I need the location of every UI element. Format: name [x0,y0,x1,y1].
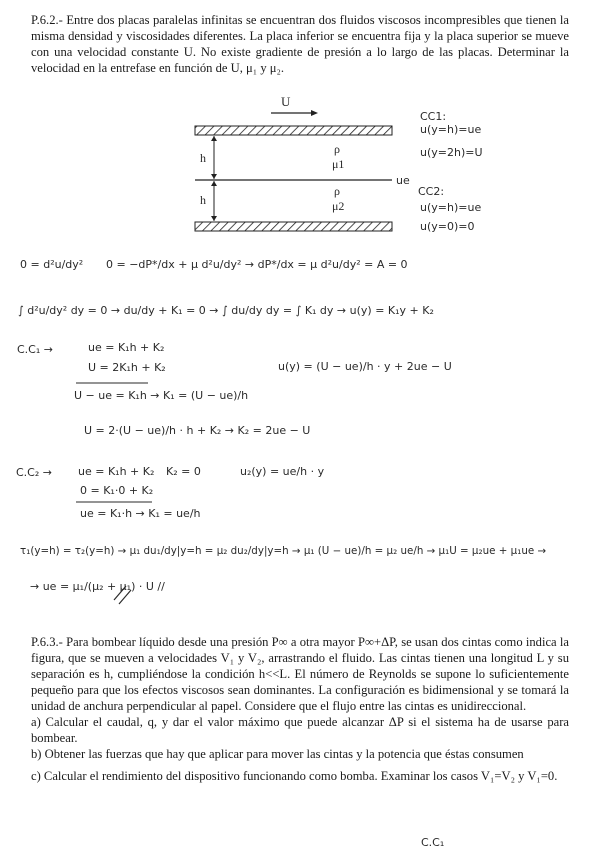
cc1-title: CC1: [420,110,447,123]
rho-top-label: ρ [334,142,340,156]
h-top-label: h [200,151,206,165]
problem-6-3-part-a: a) Calcular el caudal, q, y dar el valor máximo que puede alcanzar ΔP si el sistema ha de usarse para bombear. [31,715,569,745]
cc2-heading: C.C₂ → [16,466,52,479]
cc1-line-1: ue = K₁h + K₂ [88,341,165,354]
rho-bottom-label: ρ [334,184,340,198]
problem-6-3-statement [31,634,569,784]
problem-6-3-text: P.6.3.- Para bombear líquido desde una presión P∞ a otra mayor P∞+ΔP, se usan dos cintas como indica la figura, que se mueven a velocidades V₁ y V₂, arrastrando el fluido. Las cintas tienen una longitud L y su separación es h, cumpliéndose la condición h<<L. El número de Reynolds se supone lo suficientemente pequeño para que los efectos viscosos sean dominantes. La configuración es bidimensional y se tomará la unidad de anchura perpendicular al papel. Considere que el flujo entre las cintas es unidireccional. [31,635,569,713]
problem-6-2-text: P.6.2.- Entre dos placas paralelas infinitas se encuentran dos fluidos viscosos incompresibles que tienen la misma densidad y viscosidades diferentes. La placa inferior se encuentra fija y la placa superior se mueve con una velocidad constante U. No existe gradiente de presión a lo largo de las placas. Determinar la velocidad en la entrefase en función de U, μ₁ y μ₂. [31,13,569,75]
cc2-title: CC2: [418,185,445,198]
cc1-condition-b: u(y=2h)=U [420,146,483,159]
interface-velocity-label: ue [396,174,410,187]
cc2-condition-a: u(y=h)=ue [420,201,482,214]
cc2-condition-b: u(y=0)=0 [420,220,475,233]
integration-steps: ∫ d²u/dy² dy = 0 → du/dy + K₁ = 0 → ∫ du/dy dy = ∫ K₁ dy → u(y) = K₁y + K₂ [18,304,434,317]
problem-6-3-part-b: b) Obtener las fuerzas que hay que aplicar para mover las cintas y la potencia que éstas consumen [31,747,524,761]
h-bottom-label: h [200,193,206,207]
cc2-velocity-profile: u₂(y) = ue/h · y [240,465,325,478]
shear-continuity: τ₁(y=h) = τ₂(y=h) → μ₁ du₁/dy|y=h = μ₂ du₂/dy|y=h → μ₁ (U − ue)/h = μ₂ ue/h → μ₁U = μ₂ue + μ₁ue → [20,545,547,557]
cc1-line-3: U − ue = K₁h → K₁ = (U − ue)/h [74,389,249,402]
cc2-line-2: 0 = K₁·0 + K₂ [80,484,154,497]
mu-bottom-label: μ2 [332,199,345,213]
corner-cc1-mark: C.C₁ [421,836,445,849]
problem-6-3-part-c: c) Calcular el rendimiento del dispositivo funcionando como bomba. Examinar los casos V₁=V₂ y V₁=0. [31,769,558,783]
cc2-line-1: ue = K₁h + K₂ [78,465,155,478]
cc1-line-2: U = 2K₁h + K₂ [88,361,166,374]
interface-velocity-result: → ue = μ₁/(μ₂ + μ₁) · U // [30,580,165,593]
cc2-k2-zero: K₂ = 0 [166,465,201,478]
cc2-line-3: ue = K₁·h → K₁ = ue/h [80,507,201,520]
navier-stokes-simplified: 0 = d²u/dy² [20,258,84,271]
cc1-line-4: U = 2·(U − ue)/h · h + K₂ → K₂ = 2ue − U [84,424,311,437]
mu-top-label: μ1 [332,157,345,171]
velocity-label: U [281,94,291,109]
cc1-condition-a: u(y=h)=ue [420,123,482,136]
upper-plate [195,126,392,135]
cc1-heading: C.C₁ → [17,343,53,356]
pressure-gradient-equation: 0 = −dP*/dx + μ d²u/dy² → dP*/dx = μ d²u/dy² = A = 0 [106,258,408,271]
cc1-velocity-profile: u(y) = (U − ue)/h · y + 2ue − U [278,360,452,373]
lower-plate [195,222,392,231]
